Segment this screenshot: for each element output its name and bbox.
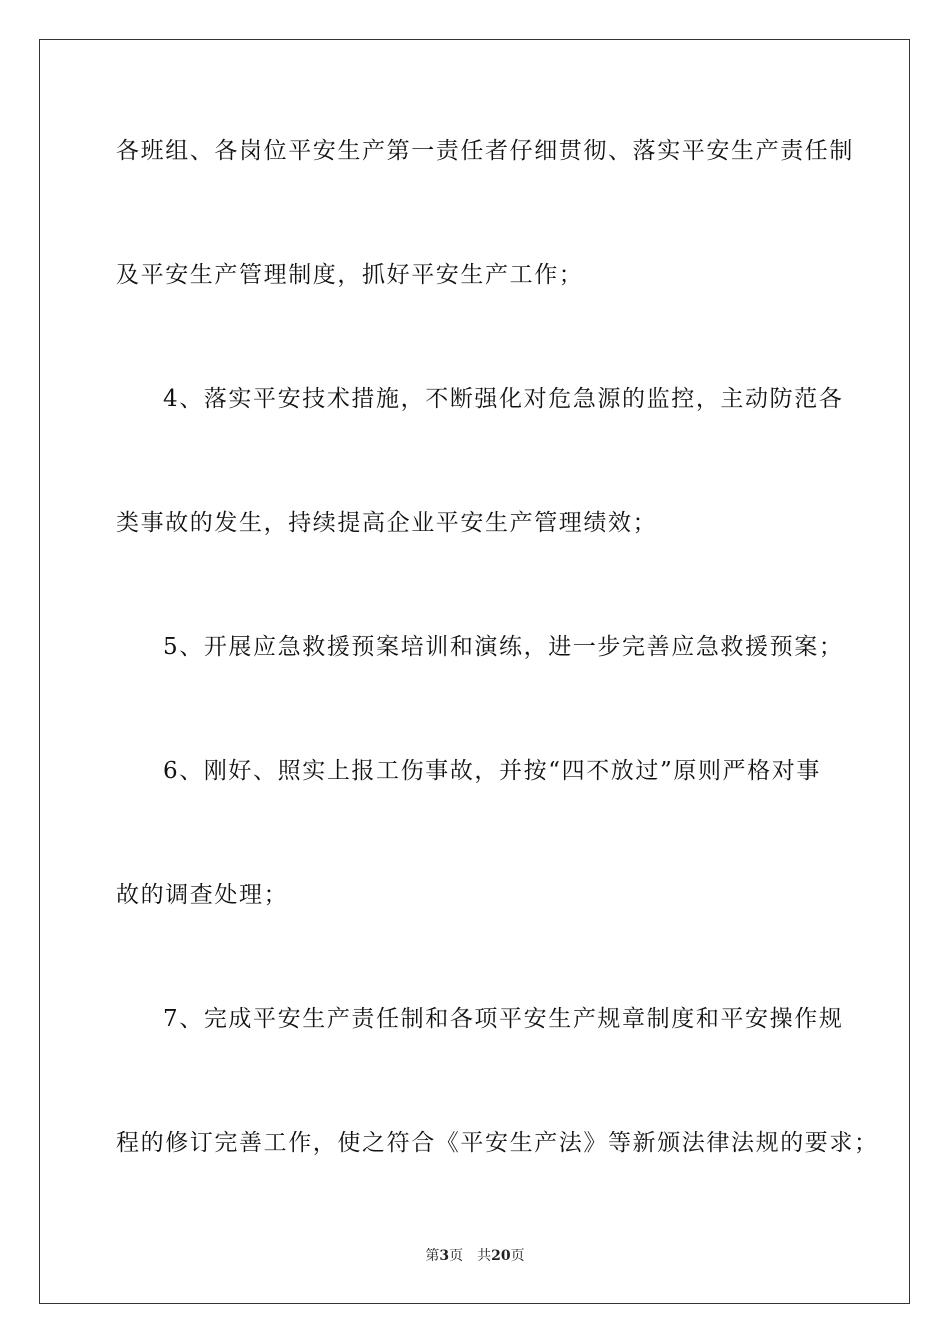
paragraph-line: 类事故的发生，持续提高企业平安生产管理绩效；	[116, 510, 658, 536]
total-prefix: 共	[477, 1248, 492, 1264]
paragraph-line-item-7: 7、完成平安生产责任制和各项平安生产规章制度和平安操作规	[163, 1006, 844, 1032]
paragraph-line-item-4: 4、落实平安技术措施，不断强化对危急源的监控，主动防范各	[163, 386, 844, 412]
paragraph-line: 各班组、各岗位平安生产第一责任者仔细贯彻、落实平安生产责任制	[116, 138, 854, 164]
total-suffix: 页	[510, 1248, 525, 1264]
paragraph-line: 故的调查处理；	[116, 882, 289, 908]
paragraph-line: 程的修订完善工作，使之符合《平安生产法》等新颁法律法规的要求；	[116, 1130, 879, 1156]
paragraph-line-item-6: 6、刚好、照实上报工伤事故，并按“四不放过”原则严格对事	[163, 758, 821, 784]
page-border	[39, 39, 910, 1304]
page-suffix: 页	[449, 1248, 464, 1264]
paragraph-line: 及平安生产管理制度，抓好平安生产工作；	[116, 262, 584, 288]
page-prefix: 第	[425, 1248, 440, 1264]
page-total: 20	[491, 1248, 511, 1264]
page-current: 3	[439, 1248, 450, 1264]
page-footer	[0, 1247, 950, 1265]
paragraph-line-item-5: 5、开展应急救援预案培训和演练，进一步完善应急救援预案；	[163, 634, 844, 660]
